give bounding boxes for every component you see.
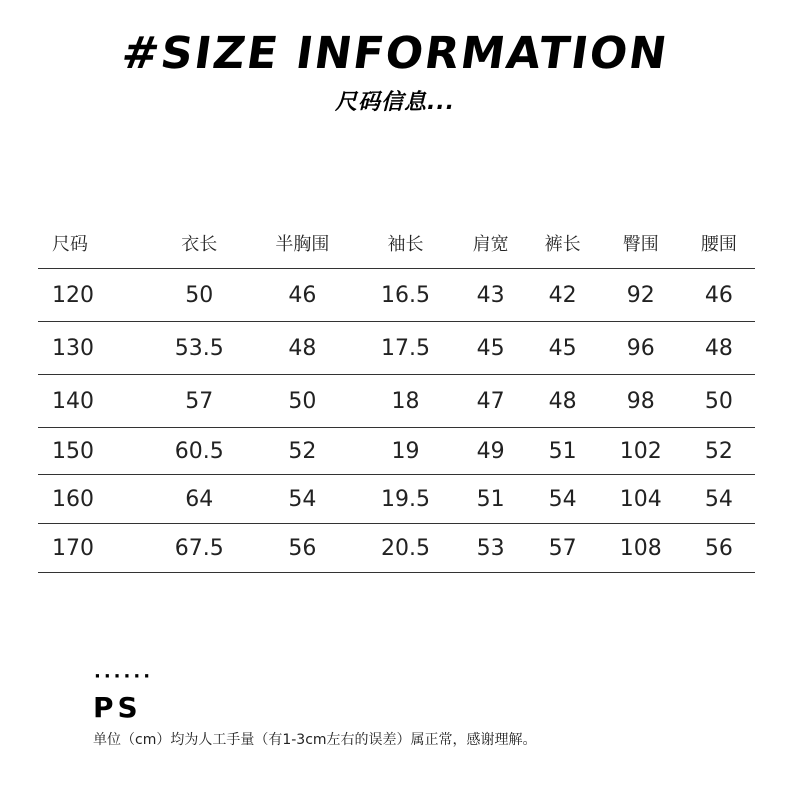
column-header: 臀围 xyxy=(599,218,683,269)
table-row xyxy=(38,375,755,428)
table-cell: 50 xyxy=(150,269,248,322)
column-header: 衣长 xyxy=(150,218,248,269)
table-cell: 19 xyxy=(356,428,454,475)
table-cell: 43 xyxy=(455,269,527,322)
table-cell: 49 xyxy=(455,428,527,475)
table-cell: 64 xyxy=(150,475,248,524)
table-cell: 45 xyxy=(527,322,599,375)
table-cell: 20.5 xyxy=(356,524,454,573)
table-cell: 54 xyxy=(527,475,599,524)
table-cell: 45 xyxy=(455,322,527,375)
table-cell: 19.5 xyxy=(356,475,454,524)
table-row xyxy=(38,524,755,573)
table-cell: 96 xyxy=(599,322,683,375)
table-cell: 53 xyxy=(455,524,527,573)
table-cell: 52 xyxy=(683,428,755,475)
column-header: 袖长 xyxy=(356,218,454,269)
table-cell: 48 xyxy=(248,322,356,375)
table-cell: 54 xyxy=(683,475,755,524)
table-cell: 140 xyxy=(38,375,150,428)
table-cell: 108 xyxy=(599,524,683,573)
table-cell: 17.5 xyxy=(356,322,454,375)
table-header-row xyxy=(38,218,755,269)
table-cell: 130 xyxy=(38,322,150,375)
column-header: 腰围 xyxy=(683,218,755,269)
table-cell: 170 xyxy=(38,524,150,573)
table-cell: 67.5 xyxy=(150,524,248,573)
table-cell: 48 xyxy=(683,322,755,375)
table-cell: 47 xyxy=(455,375,527,428)
table-cell: 150 xyxy=(38,428,150,475)
table-cell: 104 xyxy=(599,475,683,524)
column-header: 尺码 xyxy=(38,218,150,269)
ps-label: PS xyxy=(93,691,142,724)
table-cell: 54 xyxy=(248,475,356,524)
size-table xyxy=(38,218,755,573)
column-header: 肩宽 xyxy=(455,218,527,269)
table-cell: 56 xyxy=(248,524,356,573)
table-cell: 52 xyxy=(248,428,356,475)
table-cell: 48 xyxy=(527,375,599,428)
table-cell: 51 xyxy=(455,475,527,524)
table-cell: 98 xyxy=(599,375,683,428)
table-cell: 16.5 xyxy=(356,269,454,322)
table-cell: 18 xyxy=(356,375,454,428)
page-subtitle: 尺码信息... xyxy=(334,90,456,115)
table-row xyxy=(38,428,755,475)
table-row xyxy=(38,322,755,375)
table-row xyxy=(38,269,755,322)
table-cell: 160 xyxy=(38,475,150,524)
table-cell: 102 xyxy=(599,428,683,475)
table-cell: 92 xyxy=(599,269,683,322)
table-cell: 51 xyxy=(527,428,599,475)
table-cell: 46 xyxy=(683,269,755,322)
table-cell: 120 xyxy=(38,269,150,322)
column-header: 裤长 xyxy=(527,218,599,269)
table-cell: 56 xyxy=(683,524,755,573)
decorative-dots: ······ xyxy=(94,666,154,687)
table-cell: 42 xyxy=(527,269,599,322)
table-cell: 50 xyxy=(683,375,755,428)
measurement-note: 单位（cm）均为人工手量（有1-3cm左右的误差）属正常，感谢理解。 xyxy=(93,732,537,748)
table-cell: 46 xyxy=(248,269,356,322)
page-title: #SIZE INFORMATION xyxy=(118,28,672,79)
table-cell: 50 xyxy=(248,375,356,428)
table-cell: 60.5 xyxy=(150,428,248,475)
column-header: 半胸围 xyxy=(248,218,356,269)
table-row xyxy=(38,475,755,524)
table-cell: 53.5 xyxy=(150,322,248,375)
table-cell: 57 xyxy=(527,524,599,573)
table-cell: 57 xyxy=(150,375,248,428)
